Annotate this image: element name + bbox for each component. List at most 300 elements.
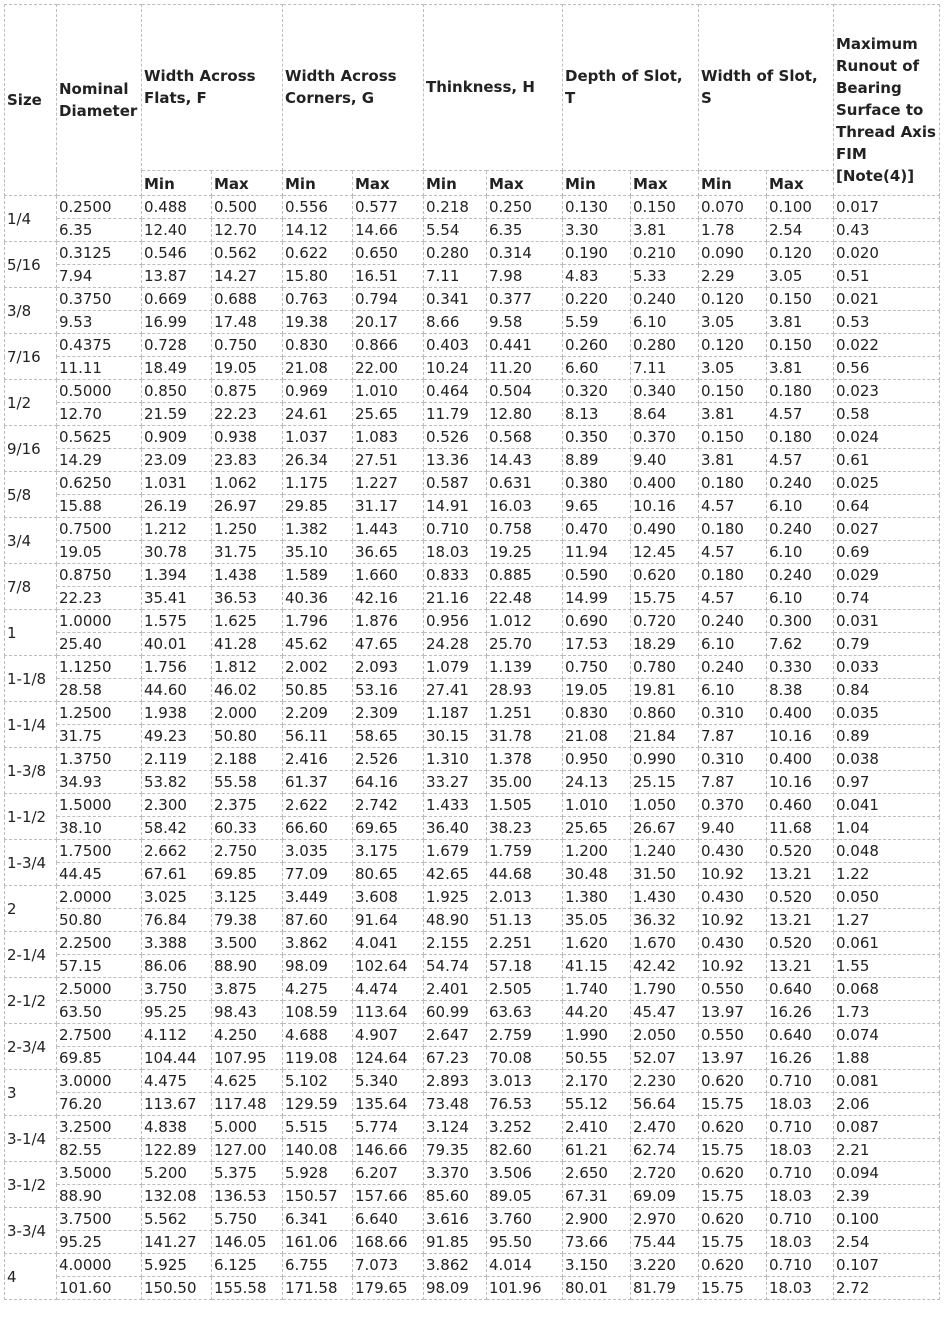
mm-value-cell: 18.03 [767, 1139, 834, 1162]
inch-value-cell: 1.433 [424, 794, 487, 817]
mm-value-cell: 44.68 [487, 863, 563, 886]
mm-value-cell: 13.97 [699, 1047, 767, 1070]
inch-value-cell: 0.833 [424, 564, 487, 587]
inch-value-cell: 0.710 [767, 1162, 834, 1185]
inch-value-cell: 4.0000 [57, 1254, 142, 1277]
inch-value-cell: 0.622 [283, 242, 353, 265]
table-row-inch [5, 564, 940, 587]
mm-value-cell: 9.65 [563, 495, 631, 518]
mm-value-cell: 35.41 [142, 587, 212, 610]
mm-value-cell: 7.87 [699, 771, 767, 794]
mm-value-cell: 10.92 [699, 955, 767, 978]
inch-value-cell: 0.180 [699, 472, 767, 495]
mm-value-cell: 9.58 [487, 311, 563, 334]
mm-value-cell: 1.88 [834, 1047, 940, 1070]
table-row-inch [5, 1116, 940, 1139]
mm-value-cell: 20.17 [353, 311, 424, 334]
mm-value-cell: 13.21 [767, 909, 834, 932]
mm-value-cell: 3.81 [631, 219, 699, 242]
inch-value-cell: 2.230 [631, 1070, 699, 1093]
size-cell: 7/16 [5, 334, 57, 380]
mm-value-cell: 35.05 [563, 909, 631, 932]
mm-value-cell: 18.03 [767, 1093, 834, 1116]
mm-value-cell: 136.53 [212, 1185, 283, 1208]
inch-value-cell: 0.488 [142, 196, 212, 219]
inch-value-cell: 0.631 [487, 472, 563, 495]
mm-value-cell: 73.66 [563, 1231, 631, 1254]
inch-value-cell: 0.8750 [57, 564, 142, 587]
inch-value-cell: 0.280 [424, 242, 487, 265]
inch-value-cell: 0.190 [563, 242, 631, 265]
mm-value-cell: 135.64 [353, 1093, 424, 1116]
mm-value-cell: 69.65 [353, 817, 424, 840]
table-row-inch [5, 518, 940, 541]
inch-value-cell: 0.033 [834, 656, 940, 679]
mm-value-cell: 19.25 [487, 541, 563, 564]
mm-value-cell: 12.45 [631, 541, 699, 564]
mm-value-cell: 88.90 [212, 955, 283, 978]
mm-value-cell: 171.58 [283, 1277, 353, 1300]
mm-value-cell: 25.70 [487, 633, 563, 656]
table-header [5, 5, 940, 196]
header-thickness-max: Max [487, 170, 563, 195]
mm-value-cell: 7.94 [57, 265, 142, 288]
mm-value-cell: 35.00 [487, 771, 563, 794]
mm-value-cell: 12.40 [142, 219, 212, 242]
mm-value-cell: 31.78 [487, 725, 563, 748]
inch-value-cell: 0.885 [487, 564, 563, 587]
inch-value-cell: 1.438 [212, 564, 283, 587]
mm-value-cell: 14.66 [353, 219, 424, 242]
mm-value-cell: 60.33 [212, 817, 283, 840]
mm-value-cell: 23.09 [142, 449, 212, 472]
inch-value-cell: 2.750 [212, 840, 283, 863]
size-cell: 1-1/8 [5, 656, 57, 702]
mm-value-cell: 12.70 [212, 219, 283, 242]
table-row-inch [5, 1254, 940, 1277]
inch-value-cell: 0.031 [834, 610, 940, 633]
mm-value-cell: 17.53 [563, 633, 631, 656]
table-row-inch [5, 426, 940, 449]
inch-value-cell: 1.589 [283, 564, 353, 587]
table-row-inch [5, 886, 940, 909]
mm-value-cell: 67.31 [563, 1185, 631, 1208]
mm-value-cell: 1.04 [834, 817, 940, 840]
header-flats-max: Max [212, 170, 283, 195]
mm-value-cell: 1.73 [834, 1001, 940, 1024]
inch-value-cell: 3.013 [487, 1070, 563, 1093]
inch-value-cell: 0.403 [424, 334, 487, 357]
inch-value-cell: 5.340 [353, 1070, 424, 1093]
inch-value-cell: 3.035 [283, 840, 353, 863]
mm-value-cell: 14.43 [487, 449, 563, 472]
inch-value-cell: 0.526 [424, 426, 487, 449]
inch-value-cell: 3.449 [283, 886, 353, 909]
mm-value-cell: 12.80 [487, 403, 563, 426]
table-row-mm [5, 1047, 940, 1070]
inch-value-cell: 4.838 [142, 1116, 212, 1139]
mm-value-cell: 161.06 [283, 1231, 353, 1254]
mm-value-cell: 67.61 [142, 863, 212, 886]
mm-value-cell: 30.78 [142, 541, 212, 564]
table-row-mm [5, 357, 940, 380]
mm-value-cell: 119.08 [283, 1047, 353, 1070]
mm-value-cell: 101.96 [487, 1277, 563, 1300]
mm-value-cell: 47.65 [353, 633, 424, 656]
inch-value-cell: 3.124 [424, 1116, 487, 1139]
mm-value-cell: 44.20 [563, 1001, 631, 1024]
inch-value-cell: 2.7500 [57, 1024, 142, 1047]
inch-value-cell: 0.460 [767, 794, 834, 817]
header-depth-of-slot: Depth of Slot, T [563, 5, 699, 171]
mm-value-cell: 28.93 [487, 679, 563, 702]
inch-value-cell: 0.100 [767, 196, 834, 219]
table-row-inch [5, 380, 940, 403]
inch-value-cell: 2.416 [283, 748, 353, 771]
mm-value-cell: 66.60 [283, 817, 353, 840]
table-row-inch [5, 1208, 940, 1231]
inch-value-cell: 3.0000 [57, 1070, 142, 1093]
mm-value-cell: 57.15 [57, 955, 142, 978]
mm-value-cell: 0.51 [834, 265, 940, 288]
mm-value-cell: 11.11 [57, 357, 142, 380]
inch-value-cell: 1.394 [142, 564, 212, 587]
mm-value-cell: 56.11 [283, 725, 353, 748]
inch-value-cell: 1.790 [631, 978, 699, 1001]
table-row-inch [5, 978, 940, 1001]
mm-value-cell: 91.64 [353, 909, 424, 932]
inch-value-cell: 0.620 [699, 1208, 767, 1231]
mm-value-cell: 0.43 [834, 219, 940, 242]
mm-value-cell: 51.13 [487, 909, 563, 932]
mm-value-cell: 9.40 [699, 817, 767, 840]
mm-value-cell: 18.03 [424, 541, 487, 564]
mm-value-cell: 89.05 [487, 1185, 563, 1208]
mm-value-cell: 38.23 [487, 817, 563, 840]
inch-value-cell: 1.139 [487, 656, 563, 679]
inch-value-cell: 1.679 [424, 840, 487, 863]
header-nominal-diameter: Nominal Diameter [57, 5, 142, 196]
inch-value-cell: 0.240 [631, 288, 699, 311]
inch-value-cell: 0.048 [834, 840, 940, 863]
mm-value-cell: 1.22 [834, 863, 940, 886]
inch-value-cell: 1.227 [353, 472, 424, 495]
size-cell: 3 [5, 1070, 57, 1116]
size-cell: 9/16 [5, 426, 57, 472]
inch-value-cell: 1.812 [212, 656, 283, 679]
inch-value-cell: 2.251 [487, 932, 563, 955]
mm-value-cell: 22.23 [57, 587, 142, 610]
inch-value-cell: 2.742 [353, 794, 424, 817]
mm-value-cell: 0.84 [834, 679, 940, 702]
mm-value-cell: 2.72 [834, 1277, 940, 1300]
header-size: Size [5, 5, 57, 196]
mm-value-cell: 150.50 [142, 1277, 212, 1300]
inch-value-cell: 1.050 [631, 794, 699, 817]
inch-value-cell: 0.090 [699, 242, 767, 265]
slotted-nut-dimension-table [4, 4, 940, 1300]
mm-value-cell: 0.89 [834, 725, 940, 748]
inch-value-cell: 2.647 [424, 1024, 487, 1047]
mm-value-cell: 6.35 [487, 219, 563, 242]
inch-value-cell: 1.010 [353, 380, 424, 403]
inch-value-cell: 0.094 [834, 1162, 940, 1185]
mm-value-cell: 1.27 [834, 909, 940, 932]
mm-value-cell: 98.09 [424, 1277, 487, 1300]
inch-value-cell: 1.251 [487, 702, 563, 725]
mm-value-cell: 2.54 [834, 1231, 940, 1254]
size-cell: 1/2 [5, 380, 57, 426]
mm-value-cell: 10.16 [631, 495, 699, 518]
inch-value-cell: 1.670 [631, 932, 699, 955]
mm-value-cell: 77.09 [283, 863, 353, 886]
header-width-of-slot: Width of Slot, S [699, 5, 834, 171]
mm-value-cell: 15.75 [699, 1231, 767, 1254]
table-row-mm [5, 633, 940, 656]
table-row-inch [5, 242, 940, 265]
inch-value-cell: 4.688 [283, 1024, 353, 1047]
mm-value-cell: 0.58 [834, 403, 940, 426]
inch-value-cell: 0.130 [563, 196, 631, 219]
mm-value-cell: 80.65 [353, 863, 424, 886]
mm-value-cell: 58.42 [142, 817, 212, 840]
inch-value-cell: 0.038 [834, 748, 940, 771]
inch-value-cell: 1.3750 [57, 748, 142, 771]
mm-value-cell: 150.57 [283, 1185, 353, 1208]
inch-value-cell: 0.024 [834, 426, 940, 449]
inch-value-cell: 0.520 [767, 886, 834, 909]
size-cell: 2-3/4 [5, 1024, 57, 1070]
inch-value-cell: 2.526 [353, 748, 424, 771]
size-cell: 3/4 [5, 518, 57, 564]
mm-value-cell: 36.40 [424, 817, 487, 840]
mm-value-cell: 2.39 [834, 1185, 940, 1208]
inch-value-cell: 0.107 [834, 1254, 940, 1277]
inch-value-cell: 0.074 [834, 1024, 940, 1047]
size-cell: 4 [5, 1254, 57, 1300]
inch-value-cell: 3.5000 [57, 1162, 142, 1185]
inch-value-cell: 4.474 [353, 978, 424, 1001]
inch-value-cell: 1.382 [283, 518, 353, 541]
header-width-across-corners: Width Across Corners, G [283, 5, 424, 171]
inch-value-cell: 0.240 [767, 472, 834, 495]
inch-value-cell: 3.175 [353, 840, 424, 863]
mm-value-cell: 2.29 [699, 265, 767, 288]
inch-value-cell: 0.061 [834, 932, 940, 955]
mm-value-cell: 24.61 [283, 403, 353, 426]
mm-value-cell: 61.21 [563, 1139, 631, 1162]
inch-value-cell: 1.187 [424, 702, 487, 725]
table-row-mm [5, 955, 940, 978]
inch-value-cell: 3.252 [487, 1116, 563, 1139]
mm-value-cell: 61.37 [283, 771, 353, 794]
size-cell: 1-3/4 [5, 840, 57, 886]
inch-value-cell: 0.220 [563, 288, 631, 311]
inch-value-cell: 5.102 [283, 1070, 353, 1093]
mm-value-cell: 36.65 [353, 541, 424, 564]
mm-value-cell: 1.78 [699, 219, 767, 242]
mm-value-cell: 44.45 [57, 863, 142, 886]
inch-value-cell: 0.620 [631, 564, 699, 587]
inch-value-cell: 3.388 [142, 932, 212, 955]
inch-value-cell: 0.590 [563, 564, 631, 587]
mm-value-cell: 24.13 [563, 771, 631, 794]
mm-value-cell: 122.89 [142, 1139, 212, 1162]
inch-value-cell: 1.876 [353, 610, 424, 633]
inch-value-cell: 0.341 [424, 288, 487, 311]
mm-value-cell: 14.27 [212, 265, 283, 288]
inch-value-cell: 1.0000 [57, 610, 142, 633]
inch-value-cell: 0.6250 [57, 472, 142, 495]
inch-value-cell: 2.093 [353, 656, 424, 679]
inch-value-cell: 0.021 [834, 288, 940, 311]
inch-value-cell: 4.275 [283, 978, 353, 1001]
mm-value-cell: 95.25 [57, 1231, 142, 1254]
mm-value-cell: 4.57 [767, 403, 834, 426]
mm-value-cell: 5.54 [424, 219, 487, 242]
inch-value-cell: 1.938 [142, 702, 212, 725]
mm-value-cell: 50.80 [212, 725, 283, 748]
inch-value-cell: 1.010 [563, 794, 631, 817]
inch-value-cell: 0.850 [142, 380, 212, 403]
inch-value-cell: 7.073 [353, 1254, 424, 1277]
mm-value-cell: 45.62 [283, 633, 353, 656]
mm-value-cell: 4.57 [699, 587, 767, 610]
header-thickness-min: Min [424, 170, 487, 195]
inch-value-cell: 0.2500 [57, 196, 142, 219]
mm-value-cell: 40.36 [283, 587, 353, 610]
mm-value-cell: 3.05 [767, 265, 834, 288]
inch-value-cell: 0.314 [487, 242, 563, 265]
size-cell: 2-1/2 [5, 978, 57, 1024]
inch-value-cell: 0.5000 [57, 380, 142, 403]
inch-value-cell: 0.577 [353, 196, 424, 219]
mm-value-cell: 21.59 [142, 403, 212, 426]
mm-value-cell: 168.66 [353, 1231, 424, 1254]
inch-value-cell: 0.029 [834, 564, 940, 587]
mm-value-cell: 4.57 [699, 541, 767, 564]
mm-value-cell: 23.83 [212, 449, 283, 472]
inch-value-cell: 0.027 [834, 518, 940, 541]
inch-value-cell: 0.830 [563, 702, 631, 725]
inch-value-cell: 0.050 [834, 886, 940, 909]
mm-value-cell: 10.24 [424, 357, 487, 380]
inch-value-cell: 1.990 [563, 1024, 631, 1047]
mm-value-cell: 27.51 [353, 449, 424, 472]
inch-value-cell: 1.625 [212, 610, 283, 633]
inch-value-cell: 0.710 [767, 1208, 834, 1231]
inch-value-cell: 0.380 [563, 472, 631, 495]
inch-value-cell: 2.209 [283, 702, 353, 725]
inch-value-cell: 2.309 [353, 702, 424, 725]
mm-value-cell: 5.59 [563, 311, 631, 334]
inch-value-cell: 0.969 [283, 380, 353, 403]
table-row-mm [5, 541, 940, 564]
mm-value-cell: 0.74 [834, 587, 940, 610]
inch-value-cell: 0.710 [767, 1254, 834, 1277]
inch-value-cell: 1.037 [283, 426, 353, 449]
inch-value-cell: 0.320 [563, 380, 631, 403]
inch-value-cell: 2.155 [424, 932, 487, 955]
mm-value-cell: 15.88 [57, 495, 142, 518]
inch-value-cell: 4.014 [487, 1254, 563, 1277]
inch-value-cell: 1.796 [283, 610, 353, 633]
size-cell: 5/16 [5, 242, 57, 288]
inch-value-cell: 4.112 [142, 1024, 212, 1047]
mm-value-cell: 46.02 [212, 679, 283, 702]
inch-value-cell: 0.310 [699, 702, 767, 725]
inch-value-cell: 0.120 [699, 288, 767, 311]
inch-value-cell: 0.377 [487, 288, 563, 311]
inch-value-cell: 0.180 [699, 564, 767, 587]
inch-value-cell: 0.081 [834, 1070, 940, 1093]
inch-value-cell: 1.620 [563, 932, 631, 955]
mm-value-cell: 127.00 [212, 1139, 283, 1162]
mm-value-cell: 82.60 [487, 1139, 563, 1162]
inch-value-cell: 0.020 [834, 242, 940, 265]
mm-value-cell: 3.81 [767, 311, 834, 334]
table-row-mm [5, 449, 940, 472]
mm-value-cell: 3.81 [767, 357, 834, 380]
mm-value-cell: 12.70 [57, 403, 142, 426]
inch-value-cell: 5.562 [142, 1208, 212, 1231]
inch-value-cell: 1.2500 [57, 702, 142, 725]
mm-value-cell: 19.81 [631, 679, 699, 702]
mm-value-cell: 19.05 [57, 541, 142, 564]
inch-value-cell: 2.470 [631, 1116, 699, 1139]
inch-value-cell: 3.025 [142, 886, 212, 909]
header-depth-min: Min [563, 170, 631, 195]
mm-value-cell: 85.60 [424, 1185, 487, 1208]
header-width-across-flats: Width Across Flats, F [142, 5, 283, 171]
inch-value-cell: 5.200 [142, 1162, 212, 1185]
mm-value-cell: 69.85 [57, 1047, 142, 1070]
mm-value-cell: 3.81 [699, 403, 767, 426]
header-thickness: Thinkness, H [424, 5, 563, 171]
size-cell: 1-1/2 [5, 794, 57, 840]
inch-value-cell: 0.150 [767, 334, 834, 357]
mm-value-cell: 31.75 [212, 541, 283, 564]
mm-value-cell: 36.53 [212, 587, 283, 610]
inch-value-cell: 0.150 [699, 380, 767, 403]
inch-value-cell: 0.470 [563, 518, 631, 541]
mm-value-cell: 10.92 [699, 909, 767, 932]
mm-value-cell: 18.29 [631, 633, 699, 656]
inch-value-cell: 0.041 [834, 794, 940, 817]
size-cell: 3/8 [5, 288, 57, 334]
inch-value-cell: 0.504 [487, 380, 563, 403]
inch-value-cell: 0.070 [699, 196, 767, 219]
mm-value-cell: 15.75 [699, 1185, 767, 1208]
mm-value-cell: 124.64 [353, 1047, 424, 1070]
inch-value-cell: 5.928 [283, 1162, 353, 1185]
mm-value-cell: 14.29 [57, 449, 142, 472]
mm-value-cell: 4.57 [767, 449, 834, 472]
mm-value-cell: 69.85 [212, 863, 283, 886]
inch-value-cell: 0.669 [142, 288, 212, 311]
mm-value-cell: 22.23 [212, 403, 283, 426]
inch-value-cell: 0.860 [631, 702, 699, 725]
inch-value-cell: 0.218 [424, 196, 487, 219]
inch-value-cell: 0.035 [834, 702, 940, 725]
mm-value-cell: 60.99 [424, 1001, 487, 1024]
mm-value-cell: 0.97 [834, 771, 940, 794]
table-row-mm [5, 679, 940, 702]
mm-value-cell: 129.59 [283, 1093, 353, 1116]
inch-value-cell: 3.862 [283, 932, 353, 955]
mm-value-cell: 11.20 [487, 357, 563, 380]
mm-value-cell: 91.85 [424, 1231, 487, 1254]
